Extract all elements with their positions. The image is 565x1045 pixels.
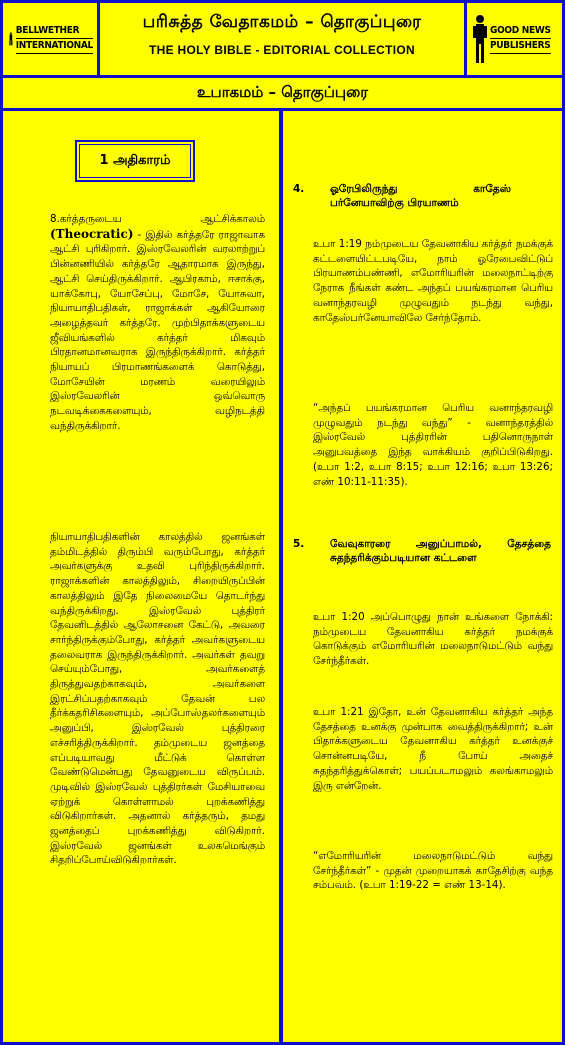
chapter-heading-box [75, 140, 195, 182]
section-4-verse-1-19: உபா 1:19 நம்முடைய தேவனாகிய கர்த்தர் நமக்குக் கட்டளையிட்டபடியே, நாம் ஓரேபைவிட்டுப் பிரயாணம்பண்ணி, எமோரியரின் மலைநாட்டிற்கு நேராக நீங்கள் கண்ட அந்தப் பயங்கரமான பெரிய வனாந்தரவழி முழுவதும் நடந்து வந்து, காதேஸ்பர்னேயாவிலே சேர்ந்தோம். [313, 238, 553, 324]
subtitle: உபாகமம் – தொகுப்புரை [196, 83, 369, 101]
good-news-logo-panel [467, 3, 562, 75]
bellwether-ram-icon [9, 13, 13, 65]
section-5-title: வேவுகாரரை அனுப்பாமல், தேசத்தை சுதந்தரிக்கும்படியான கட்டளை [330, 538, 551, 564]
section-4-title: ஓரேபிலிருந்து காதேஸ் பர்னேயாவிற்கு பிரயாணம் [330, 183, 511, 209]
paragraph-theocratic-start: 8.கர்த்தருடைய ஆட்சிக்காலம் [50, 213, 265, 225]
title-tamil: பரிசுத்த வேதாகமம் – தொகுப்புரை [142, 12, 422, 32]
section-5-commentary: “எமோரியரின் மலைநாடுமட்டும் வந்து சேர்ந்தீர்கள்” - முதன் முறையாகக் காதேசிற்கு வந்த சம்பவம். (உபா 1:19-22 = எண் 13-14). [313, 850, 553, 892]
bellwether-logo [9, 11, 93, 67]
section-4-heading [293, 182, 511, 212]
right-column [283, 111, 562, 1042]
paragraph-judges: நியாயாதிபதிகளின் காலத்தில் ஜனங்கள் தம்மிடத்தில் திரும்பி வரும்போது, கர்த்தர் அவர்களுக்கு உதவி புரிந்திருக்கிறார். ராஜாக்களின் காலத்திலும், சிறையிருப்பின் காலத்திலும் இதே நிலைமையே தொடர்ந்து வந்திருக்கிறது. இஸ்ரவேல் புத்திரர் தேவனிடத்தில் ஆலோசனை கேட்டு, அவரை சார்ந்திருக்கும்போது, கர்த்தர் அவர்களுடைய தலைவராக இருந்திருக்கிறார். அவர்கள் தவறு செய்யும்போது, அவர்களைத் திருத்துவதற்காகவும், அவர்களை இரட்சிப்பதற்காகவும் தேவன் பல தீர்க்கதரிசிகளையும், அப்போஸ்தலர்களையும் அனுப்பி, இஸ்ரவேல் புத்திரரை எச்சரித்திருக்கிறார். தம்முடைய ஜனத்தை எப்படியாவது மீட்டுக் கொள்ள வேண்டுமென்பது தேவனுடைய விருப்பம். முடிவில் இஸ்ரவேல் புத்திரர்கள் மேசியாவை ஏற்றுக் கொள்ளாமல் புறக்கணித்து விடுகிறார்கள். அதனால் கர்த்தரும், தமது ஜனத்தைப் புறக்கணித்து விடுகிறார். இஸ்ரவேல் ஜனங்கள் உலகமெங்கும் சிதறிப்போய்விடுகிறார்கள். [50, 531, 265, 867]
section-4-commentary: “அந்தப் பயங்கரமான பெரிய வனாந்தரவழி முழுவதும் நடந்து வந்து” - வனாந்தரத்தில் இஸ்ரவேல் புத்திரரின் பதினொருநாள் அனுபவத்தை இந்த வாக்கியம் குறிப்பிடுகிறது. (உபா 1:2, உபா 8:15; உபா 12:16; உபா 13:26; எண் 10:11-11:35). [313, 402, 553, 488]
title-english: THE HOLY BIBLE - EDITORIAL COLLECTION [148, 43, 415, 57]
section-4-number: 4. [293, 183, 305, 195]
section-5-number: 5. [293, 538, 305, 550]
logo-right-line2: PUBLISHERS [490, 39, 551, 54]
logo-left-line1: BELLWETHER [16, 24, 93, 39]
section-5-heading [293, 537, 551, 581]
logo-right-line1: GOOD NEWS [490, 24, 551, 39]
section-5-verse-1-21: உபா 1:21 இதோ, உன் தேவனாகிய கர்த்தர் அந்த தேசத்தை உனக்கு முன்பாக வைத்திருக்கிறார்; உன் பிதாக்களுடைய தேவனாகிய கர்த்தர் உனக்குச் சொன்னபடியே, நீ போய் அதைச் சுதந்தரித்துக்கொள்; பயப்படாமலும் கலங்காமலும் இரு என்றேன். [313, 706, 553, 792]
theocratic-term: (Theocratic) [50, 226, 134, 241]
section-5-verse-1-20: உபா 1:20 அப்பொழுது நான் உங்களை நோக்கி: நம்முடைய தேவனாகிய கர்த்தர் நமக்குக் கொடுக்கும் எமோரியரின் மலைநாடுமட்டும் வந்து சேர்ந்தீர்கள். [313, 611, 553, 668]
subtitle-panel [3, 78, 562, 108]
bellwether-logo-panel [3, 3, 97, 75]
paragraph-theocratic-rest: - இதில் கர்த்தரே ராஜாவாக ஆட்சி புரிகிறார். இஸ்ரவேலரின் வரலாற்றுப் பின்னணியில் கர்த்தரே ஆதாரமாக இருந்து, ஆட்சி செய்திருக்கிறார். ஆபிரகாம், ஈசாக்கு, யாக்கோபு, யோசேப்பு, மோசே, யோசுவா, நியாயாதிபதிகள், ராஜாக்கள் ஆகியோரை அழைத்தவர் கர்த்தரே. முற்பிதாக்களுடைய ஜீவியங்களில் கர்த்தர் மிகவும் பிரதானமானவராக இருந்திருக்கிறார். கர்த்தர் நியாயப் பிரமாணங்களைக் கொடுத்து, மோசேயின் மரணம் வரையிலும் இஸ்ரவேலரின் ஒவ்வொரு நடவடிக்கைகளையும், வழிநடத்தி வந்திருக்கிறார். [50, 228, 265, 432]
good-news-logo [473, 11, 558, 67]
paragraph-theocratic [50, 212, 265, 434]
chapter-heading: 1 அதிகாரம் [79, 144, 191, 178]
title-panel [100, 3, 464, 75]
left-column [3, 111, 279, 1042]
good-news-figure-icon [473, 13, 487, 65]
logo-left-line2: INTERNATIONAL [16, 39, 93, 54]
